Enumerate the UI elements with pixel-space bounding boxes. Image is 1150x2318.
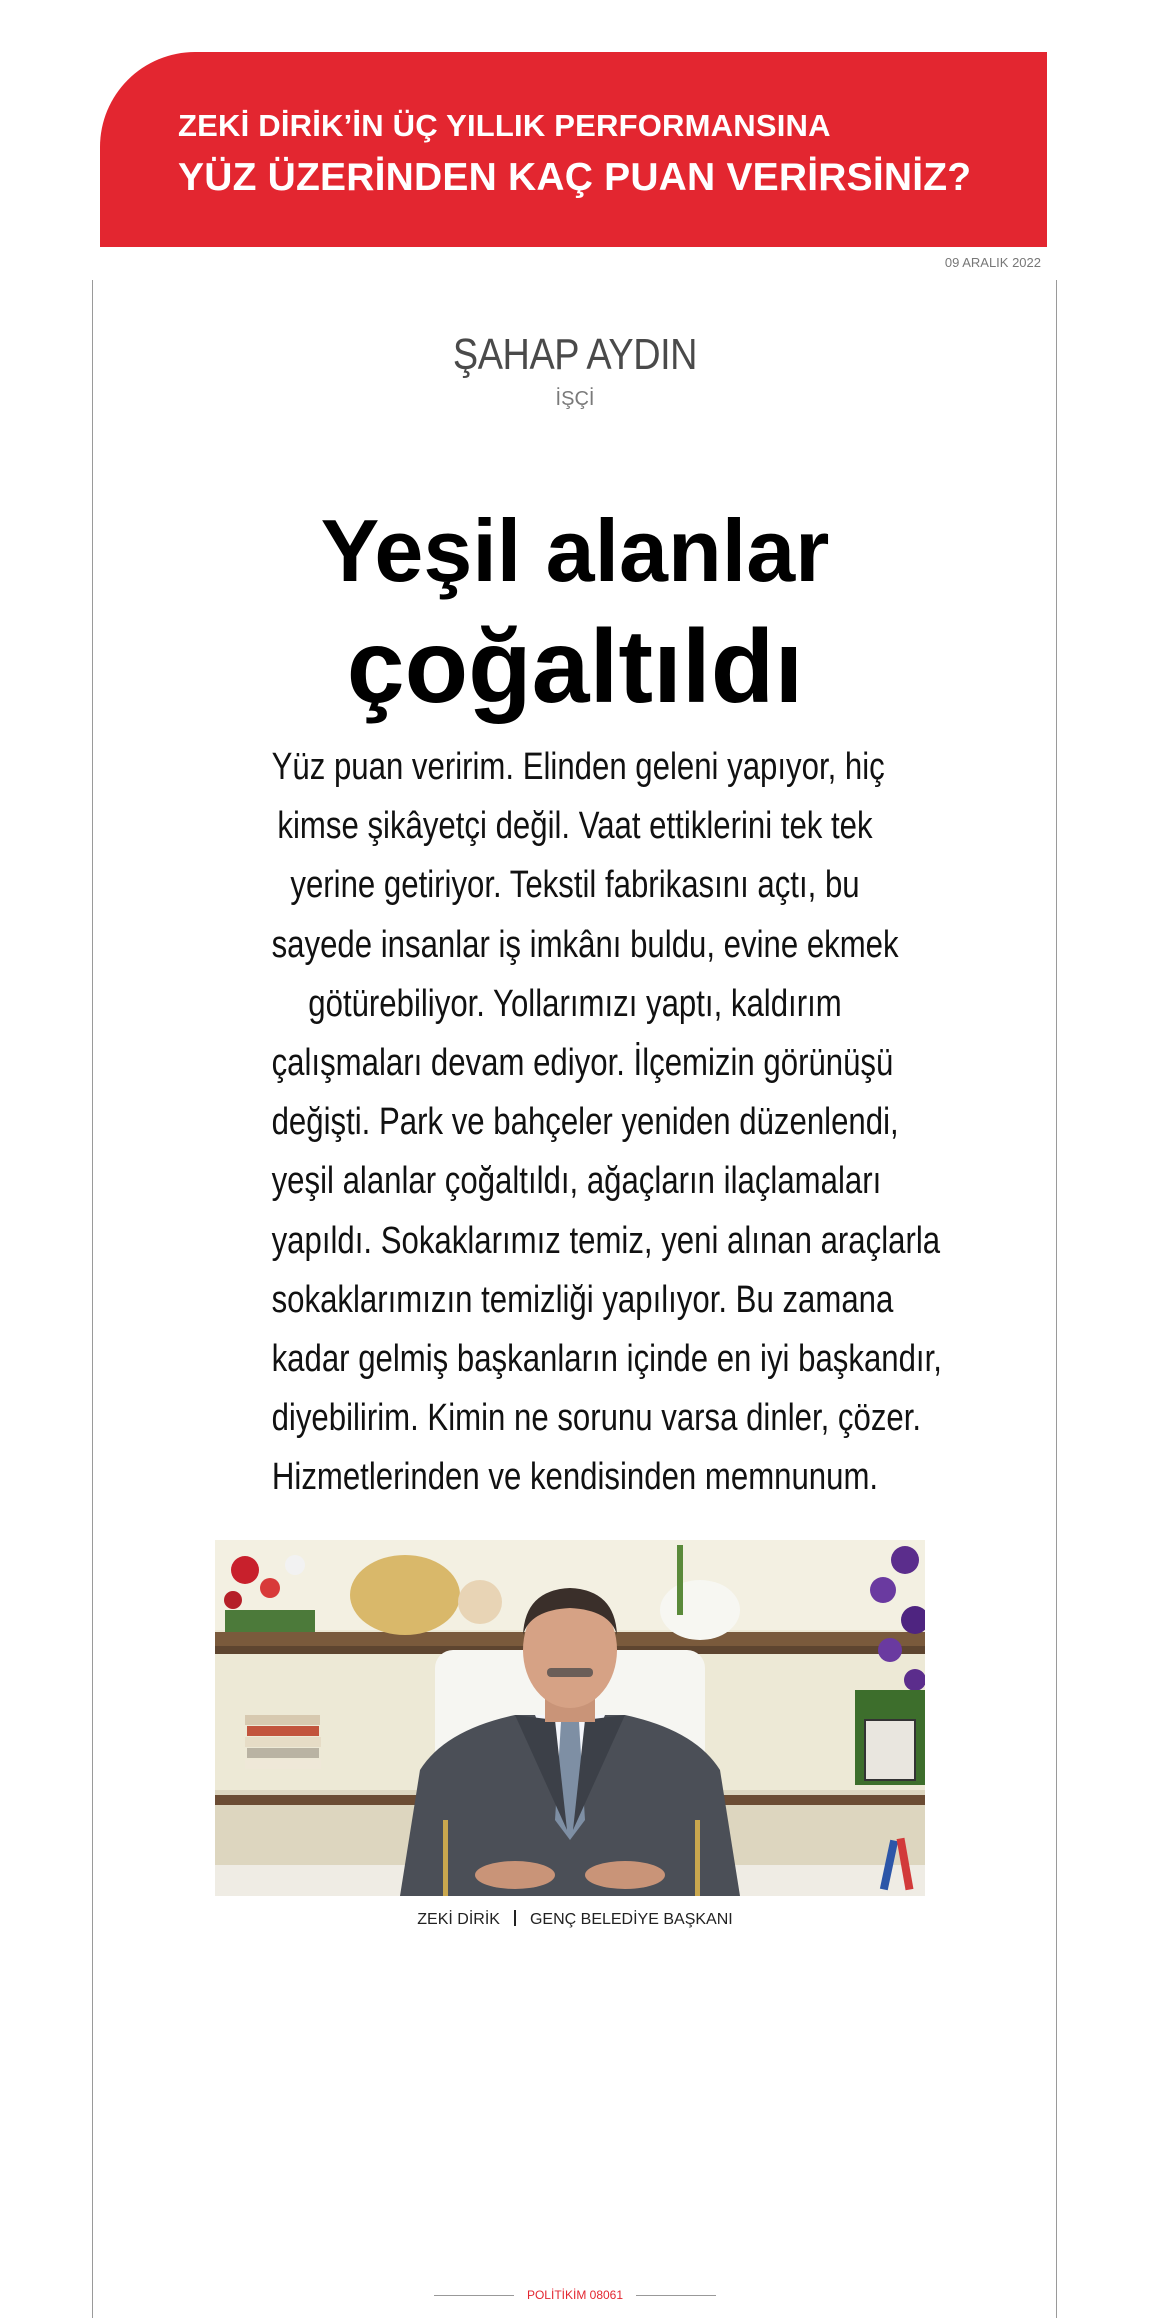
body-line: sayede insanlar iş imkânı buldu, evine ekmek (271, 923, 899, 966)
article-body (205, 738, 945, 1508)
body-line: sokaklarımızın temizliği yapılıyor. Bu zamana (271, 1278, 894, 1321)
body-line: kadar gelmiş başkanların içinde en iyi başkandır, (271, 1338, 942, 1381)
headline-line2: çoğaltıldı (346, 609, 804, 725)
body-line: yapıldı. Sokaklarımız temiz, yeni alınan araçlarla (271, 1219, 941, 1262)
footer-code: POLİTİKİM 08061 (526, 2288, 624, 2302)
portrait-photo (215, 1540, 925, 1896)
body-line: çalışmaları devam ediyor. İlçemizin görünüşü (271, 1042, 894, 1085)
headline-line1: Yeşil alanlar (320, 501, 830, 600)
body-line: Hizmetlerinden ve kendisinden memnunum. (271, 1456, 879, 1499)
body-line: diyebilirim. Kimin ne sorunu varsa dinler, çözer. (271, 1397, 922, 1440)
body-line: yerine getiriyor. Tekstil fabrikasını açtı, bu (290, 864, 860, 907)
author-name: ŞAHAP AYDIN (452, 330, 698, 379)
caption-title: GENÇ BELEDİYE BAŞKANI (529, 1911, 733, 1928)
banner-question-line2: YÜZ ÜZERİNDEN KAÇ PUAN VERİRSİNİZ? (178, 156, 972, 199)
body-line: götürebiliyor. Yollarımızı yaptı, kaldırım (308, 982, 842, 1025)
body-line: Yüz puan veririm. Elinden geleni yapıyor, hiç (271, 746, 885, 788)
author-role: İŞÇİ (555, 388, 595, 410)
caption-name: ZEKİ DİRİK (417, 1911, 500, 1928)
publication-date: 09 ARALIK 2022 (944, 255, 1041, 270)
body-line: yeşil alanlar çoğaltıldı, ağaçların ilaçlamaları (271, 1160, 882, 1203)
body-line: değişti. Park ve bahçeler yeniden düzenlendi, (271, 1101, 899, 1144)
banner-question-line1: ZEKİ DİRİK’İN ÜÇ YILLIK PERFORMANSINA (178, 108, 831, 143)
body-line: kimse şikâyetçi değil. Vaat ettiklerini tek tek (277, 805, 873, 848)
photo-caption (0, 1910, 1150, 1929)
caption-separator (514, 1910, 516, 1926)
header-banner (100, 52, 1047, 247)
